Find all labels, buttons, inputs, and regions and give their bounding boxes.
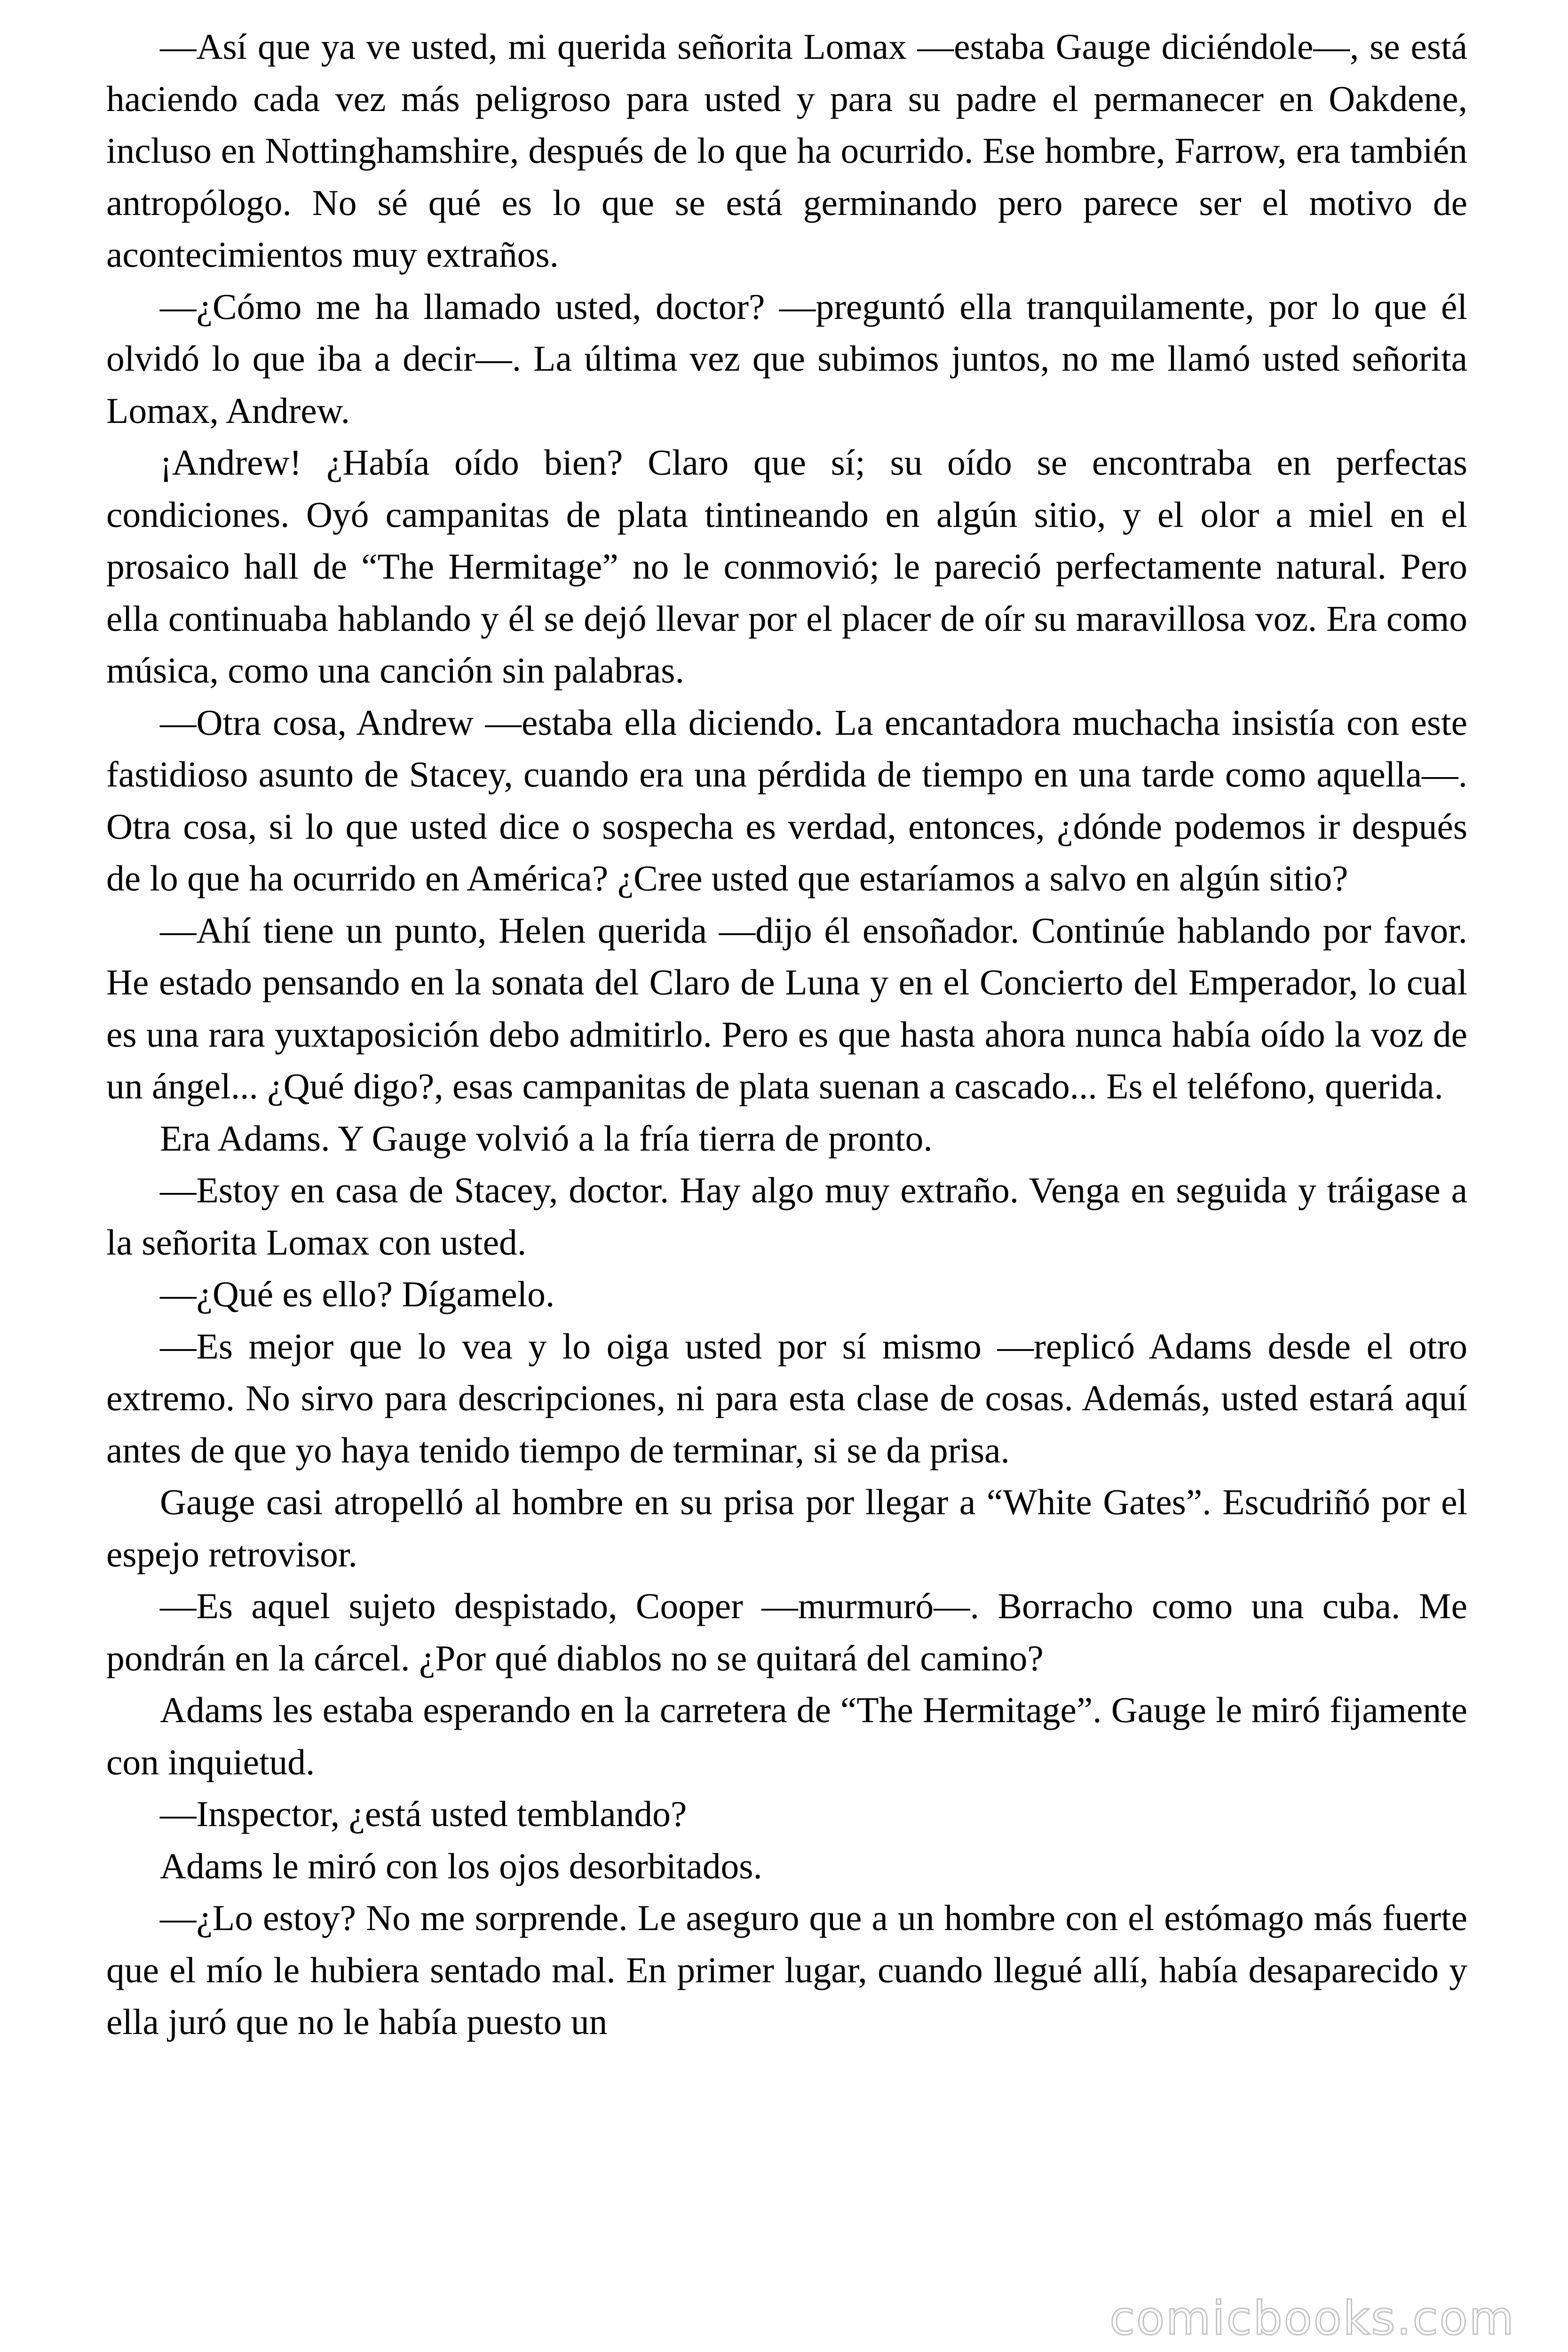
paragraph: —Es aquel sujeto despistado, Cooper —murmuró—. Borracho como una cuba. Me pondrán en la cárcel. ¿Por qué diablos no se quitará del camino? [106,1586,1467,1678]
paragraph: —Así que ya ve usted, mi querida señorita Lomax —estaba Gauge diciéndole—, se está haciendo cada vez más peligroso para usted y para su padre el permanecer en Oakdene, incluso en Nottinghamshire, después de lo que ha ocurrido. Ese hombre, Farrow, era también antropólogo. No sé qué es lo que se está germinando pero parece ser el motivo de acontecimientos muy extraños. [106,26,1467,275]
watermark: comicbooks.com [1109,2292,1515,2345]
paragraph: —Otra cosa, Andrew —estaba ella diciendo. La encantadora muchacha insistía con este fastidioso asunto de Stacey, cuando era una pérdida de tiempo en una tarde como aquella—. Otra cosa, si lo que usted dice o sospecha es verdad, entonces, ¿dónde podemos ir después de lo que ha ocurrido en América? ¿Cree usted que estaríamos a salvo en algún sitio? [106,702,1467,898]
paragraph: Gauge casi atropelló al hombre en su prisa por llegar a “White Gates”. Escudriñó por el espejo retrovisor. [106,1482,1467,1574]
paragraph: —¿Cómo me ha llamado usted, doctor? —preguntó ella tranquilamente, por lo que él olvidó lo que iba a decir—. La última vez que subimos juntos, no me llamó usted señorita Lomax, Andrew. [106,286,1467,431]
paragraph: —Estoy en casa de Stacey, doctor. Hay algo muy extraño. Venga en seguida y tráigase a la señorita Lomax con usted. [106,1170,1467,1263]
paragraph: —Es mejor que lo vea y lo oiga usted por sí mismo —replicó Adams desde el otro extremo. No sirvo para descripciones, ni para esta clase de cosas. Además, usted estará aquí antes de que yo haya tenido tiempo de terminar, si se da prisa. [106,1326,1467,1470]
paragraph: —Inspector, ¿está usted temblando? [160,1794,687,1834]
paragraph: —¿Lo estoy? No me sorprende. Le aseguro que a un hombre con el estómago más fuerte que el mío le hubiera sentado mal. En primer lugar, cuando llegué allí, había desaparecido y ella juró que no le había puesto un [106,1898,1467,2042]
body-text [106,21,1467,2048]
paragraph: —¿Qué es ello? Dígamelo. [160,1274,555,1314]
paragraph: ¡Andrew! ¿Había oído bien? Claro que sí; su oído se encontraba en perfectas condiciones. Oyó campanitas de plata tintineando en algún sitio, y el olor a miel en el prosaico hall de “The Hermitage” no le conmovió; le pareció perfectamente natural. Pero ella continuaba hablando y él se dejó llevar por el placer de oír su maravillosa voz. Era como música, como una canción sin palabras. [106,442,1467,691]
paragraph: —Ahí tiene un punto, Helen querida —dijo él ensoñador. Continúe hablando por favor. He estado pensando en la sonata del Claro de Luna y en el Concierto del Emperador, lo cual es una rara yuxtaposición debo admitirlo. Pero es que hasta ahora nunca había oído la voz de un ángel... ¿Qué digo?, esas campanitas de plata suenan a cascado... Es el teléfono, querida. [106,910,1467,1106]
paragraph: Era Adams. Y Gauge volvió a la fría tierra de pronto. [160,1118,933,1159]
paragraph: Adams le miró con los ojos desorbitados. [160,1845,762,1886]
paragraph: Adams les estaba esperando en la carretera de “The Hermitage”. Gauge le miró fijamente con inquietud. [106,1690,1467,1782]
